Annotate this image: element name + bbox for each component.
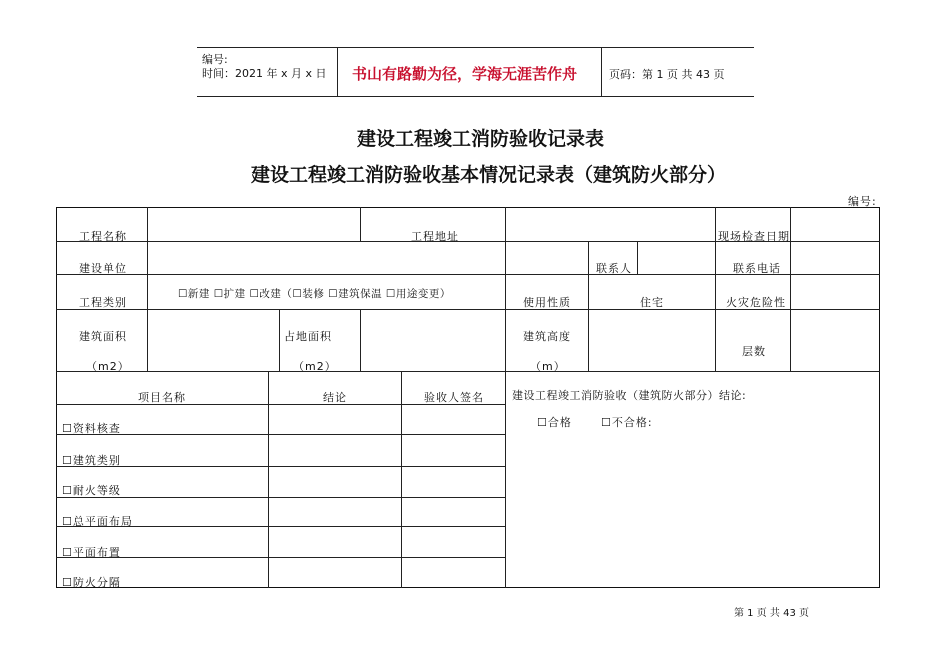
label-fire-hazard: 火灾危险性 xyxy=(726,296,786,309)
label-builder: 建设单位 xyxy=(79,262,127,275)
header-divider-right xyxy=(601,47,602,97)
label-project-category: 工程类别 xyxy=(79,296,127,309)
label-project-address: 工程地址 xyxy=(411,230,459,243)
category-options[interactable]: ☐新建 ☐扩建 ☐改建（☐装修 ☐建筑保温 ☐用途变更） xyxy=(178,288,451,300)
usage-value: 住宅 xyxy=(640,296,664,309)
item-fire-separation[interactable]: ☐防火分隔 xyxy=(62,576,121,589)
building-height-unit: （m） xyxy=(530,360,566,373)
sub-title: 建设工程竣工消防验收基本情况记录表（建筑防火部分） xyxy=(251,164,727,186)
doc-number-label: 编号: xyxy=(848,195,877,208)
header-number-label: 编号: xyxy=(202,53,228,66)
label-floors: 层数 xyxy=(742,345,766,358)
label-building-height: 建筑高度 xyxy=(523,330,571,343)
item-document-check[interactable]: ☐资料核查 xyxy=(62,422,121,435)
fail-option[interactable]: ☐不合格: xyxy=(601,416,653,429)
label-usage-nature: 使用性质 xyxy=(523,296,571,309)
label-contact-person: 联系人 xyxy=(596,262,632,275)
item-floor-layout[interactable]: ☐平面布置 xyxy=(62,546,121,559)
header-bottom-rule xyxy=(197,96,754,97)
conclusion-heading: 建设工程竣工消防验收（建筑防火部分）结论: xyxy=(512,389,747,402)
label-contact-phone: 联系电话 xyxy=(733,262,781,275)
label-land-area: 占地面积 xyxy=(284,330,332,343)
label-inspection-date: 现场检查日期 xyxy=(718,230,790,243)
label-building-area: 建筑面积 xyxy=(79,330,127,343)
land-area-unit: （m2） xyxy=(293,360,337,373)
header-divider-left xyxy=(337,47,338,97)
building-area-unit: （m2） xyxy=(86,360,130,373)
header-top-rule xyxy=(197,47,754,48)
header-motto: 书山有路勤为径，学海无涯苦作舟 xyxy=(352,65,578,83)
header-page-code: 页码：第 1 页 共 43 页 xyxy=(609,68,725,81)
main-title: 建设工程竣工消防验收记录表 xyxy=(357,128,605,150)
pass-option[interactable]: ☐合格 xyxy=(537,416,572,429)
item-building-category[interactable]: ☐建筑类别 xyxy=(62,454,121,467)
col-header-conclusion: 结论 xyxy=(323,391,347,404)
item-site-layout[interactable]: ☐总平面布局 xyxy=(62,515,133,528)
footer-page-number: 第 1 页 共 43 页 xyxy=(734,608,809,619)
col-header-signature: 验收人签名 xyxy=(424,391,484,404)
item-fire-resistance-rating[interactable]: ☐耐火等级 xyxy=(62,484,121,497)
label-project-name: 工程名称 xyxy=(79,230,127,243)
header-time: 时间：2021 年 x 月 x 日 xyxy=(202,67,327,80)
col-header-item: 项目名称 xyxy=(138,391,186,404)
